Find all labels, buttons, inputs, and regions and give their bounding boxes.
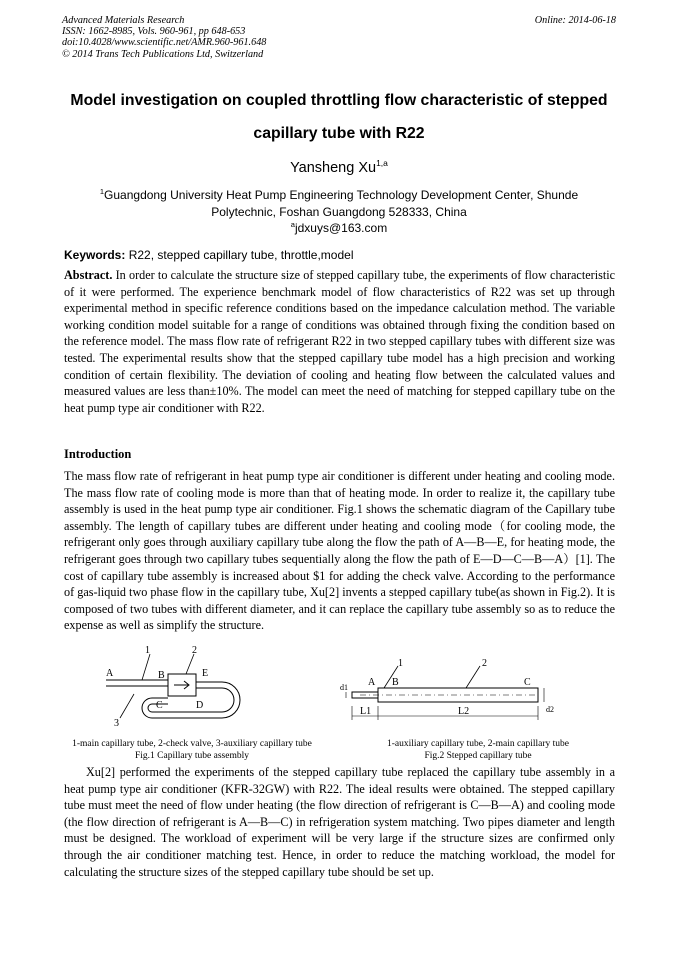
fig1-leader-2 [186,654,194,674]
author-sup: 1,a [376,158,388,168]
fig1-diagram [100,644,260,730]
fig1-caption: Fig.1 Capillary tube assembly [135,751,249,761]
fig1-label-d: D [196,700,204,711]
intro-heading: Introduction [64,447,132,461]
email-sup: a [290,220,295,229]
fig1-label-3: 3 [114,718,119,729]
abstract-text: In order to calculate the structure size of stepped capillary tube, the experiments of flow characteristic of it were performed. The experience benchmark model of flow characteristics of R22 was set up through experimental method in specific reference conditions based on the impedance calculation method. The variable working condition model suitable for a range of conditions was obtained through fixing the condition based on the reference model. The mass flow rate of refrigerant R22 in two stepped capillary tubes with different size was tested. The experimental results show that the stepped capillary tube model has a high precision and working condition of certain flexibility. The deviation of cooling and heating flow between the calculated values and measured values are less than±10%. The model can meet the need of matching for stepped capillary tube on the heat pump type air conditioner with R22. [64,268,615,415]
fig2-label-2: 2 [482,658,487,669]
affiliation-text-1: Guangdong University Heat Pump Engineering Technology Development Center, Shunde [104,188,579,202]
email-text: jdxuys@163.com [294,221,388,235]
title-line-1: Model investigation on coupled throttling flow characteristic of stepped [70,92,608,109]
author-name: Yansheng Xu [290,160,377,176]
intro-paragraph-2: Xu[2] performed the experiments of the stepped capillary tube replaced the capillary tube assembly in a heat pump type air conditioner (KFR-32GW) with R22. The ideal results were obtained. The stepped capillary tube must meet the need of flow under heating (the flow direction of refrigerant is C—B—A) and cooling mode (the flow direction of refrigerant is A—B—C) in refrigeration system matching. Two pipes diameter and length must be designed. The workload of experiment will be very large if the structure sizes are confirmed only through the air conditioner matching test. Hence, in order to reduce the matching workload, the model for calculating the structure sizes of the stepped capillary tube should be set up. [64,765,615,879]
fig2-label-1: 1 [398,658,403,669]
fig2-label-d1: d1 [340,683,348,692]
affiliation [80,183,598,221]
author [0,158,678,176]
fig2-legend: 1-auxiliary capillary tube, 2-main capillary tube [386,739,569,749]
fig2-label-d2: d2 [546,705,554,714]
title-line-2: capillary tube with R22 [253,125,425,142]
keywords-text: R22, stepped capillary tube, throttle,model [125,248,354,262]
fig2-leader-2 [466,666,480,688]
fig1-label-c: C [156,700,163,711]
fig2-caption-block [368,738,588,762]
abstract [64,267,615,416]
fig2-label-b: B [392,677,399,688]
doi: doi:10.4028/www.scientific.net/AMR.960-961.648 [62,37,267,49]
fig2-diagram [340,654,560,730]
fig2-label-l1: L1 [360,706,372,717]
fig1-label-b: B [158,670,165,681]
fig1-leader-1 [142,654,150,680]
fig1-legend: 1-main capillary tube, 2-check valve, 3-auxiliary capillary tube [72,739,312,749]
fig1-label-2: 2 [192,645,197,656]
keywords [64,248,354,262]
copyright: © 2014 Trans Tech Publications Ltd, Switzerland [62,48,264,60]
journal-name: Advanced Materials Research [62,15,185,26]
fig1-caption-block [62,738,322,762]
online-date: Online: 2014-06-18 [534,15,616,26]
affiliation-sup: 1 [99,187,105,196]
issn: ISSN: 1662-8985, Vols. 960-961, pp 648-653 [62,26,246,38]
fig2-label-c: C [524,677,531,688]
journal-header [62,15,266,60]
fig1-label-a: A [106,668,114,679]
fig2-label-l2: L2 [458,706,470,717]
affiliation-line-2: Polytechnic, Foshan Guangdong 528333, China [211,205,467,219]
keywords-label: Keywords: [64,248,126,262]
email [0,220,678,235]
fig2-label-a: A [368,677,376,688]
fig2-caption: Fig.2 Stepped capillary tube [424,751,532,761]
affiliation-line-1 [80,183,598,204]
fig1-label-1: 1 [145,645,150,656]
fig1-label-e: E [202,668,209,679]
abstract-label: Abstract. [64,268,113,282]
intro-paragraph-1: The mass flow rate of refrigerant in heat pump type air conditioner is different under heating and cooling mode. The mass flow rate of cooling mode is more than that of heating mode. In order to realize it, the capillary tube assembly is used in the heat pump type air conditioner. Fig.1 shows the schematic diagram of the Capillary tube assembly. The length of capillary tubes are different under heating and cooling mode（for cooling mode, the refrigerant only goes through auxiliary capillary tube along the flow the path of A—B—E, for heating mode, the refrigerant goes through two capillary tubes sequentially along the flow the path of E—D—C—B—A）[1]. The cost of capillary tube assembly is increased about $1 for adding the check valve. According to the performance of gas-liquid two phase flow in the capillary tube, Xu[2] invents a stepped capillary tube(as shown in Fig.2). It is composed of two tubes with different diameter, and it can replace the capillary tube assembly so as to reduce the expense as well as simplify the structure. [64,469,615,633]
fig1-leader-3 [120,694,134,718]
